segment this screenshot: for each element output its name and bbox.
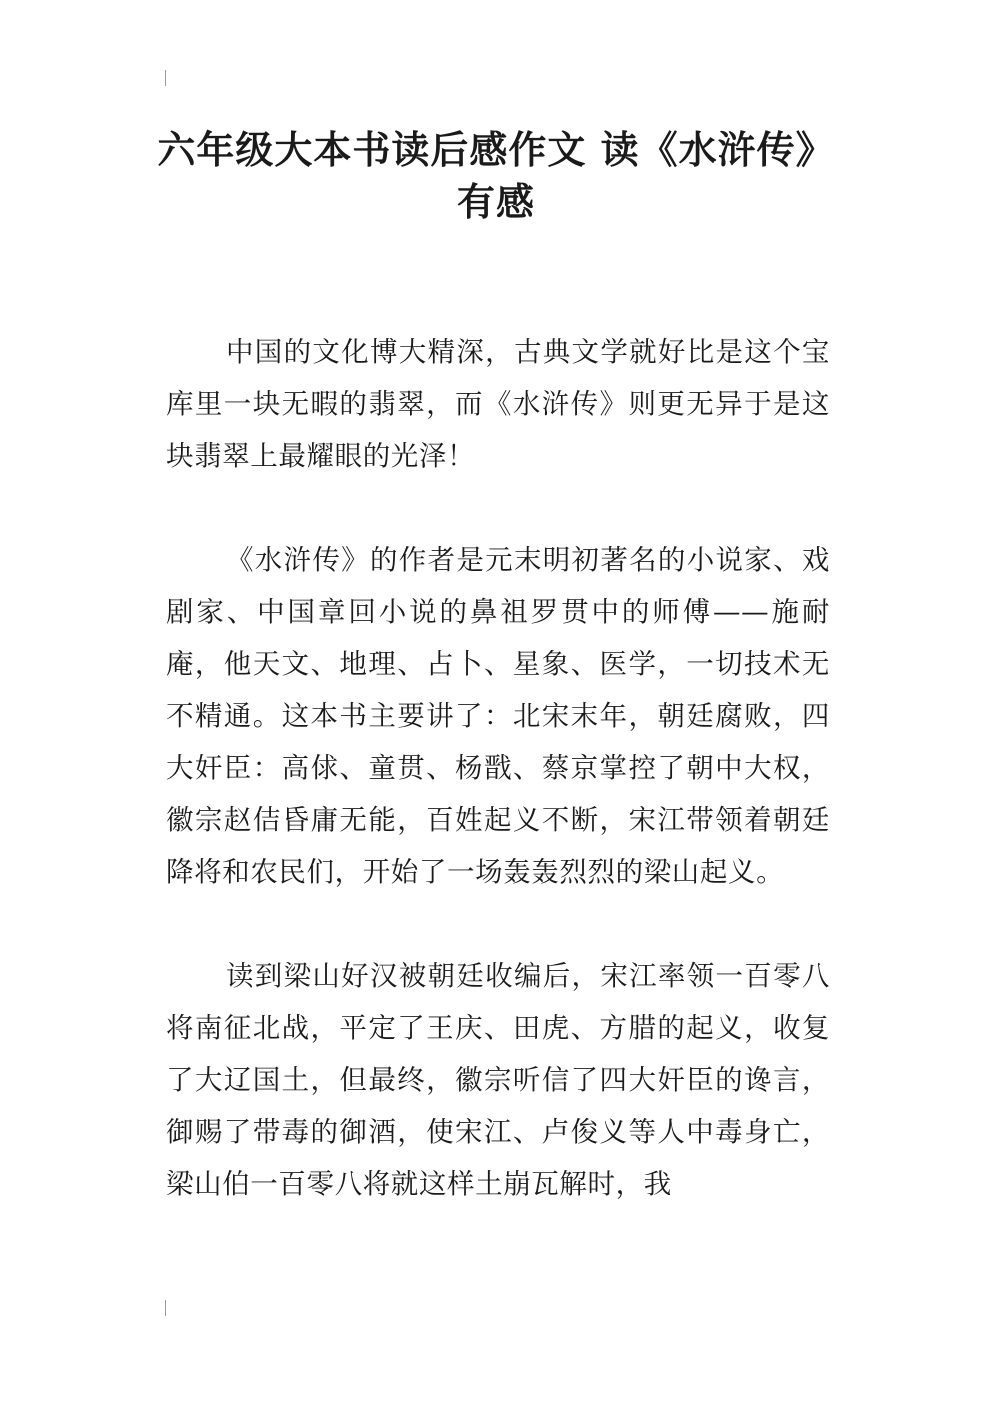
document-title: 六年级大本书读后感作文 读《水浒传》有感 — [157, 128, 835, 224]
paragraph-3: 读到梁山好汉被朝廷收编后，宋江率领一百零八将南征北战，平定了王庆、田虎、方腊的起义，收复了大辽国土，但最终，徽宗听信了四大奸臣的谗言，御赐了带毒的御酒，使宋江、卢俊义等人中毒身亡，梁山伯一百零八将就这样土崩瓦解时，我 — [166, 960, 830, 1200]
top-corner-mark — [165, 70, 166, 86]
document-body — [166, 326, 830, 1262]
paragraph-1: 中国的文化博大精深，古典文学就好比是这个宝库里一块无暇的翡翠，而《水浒传》则更无异于是这块翡翠上最耀眼的光泽！ — [166, 336, 830, 472]
paragraph-2: 《水浒传》的作者是元末明初著名的小说家、戏剧家、中国章回小说的鼻祖罗贯中的师傅——施耐庵，他天文、地理、占卜、星象、医学，一切技术无不精通。这本书主要讲了：北宋末年，朝廷腐败，四大奸臣：高俅、童贯、杨戬、蔡京掌控了朝中大权，徽宗赵佶昏庸无能，百姓起义不断，宋江带领着朝廷降将和农民们，开始了一场轰轰烈烈的梁山起义。 — [166, 544, 830, 888]
bottom-corner-mark — [165, 1300, 166, 1316]
